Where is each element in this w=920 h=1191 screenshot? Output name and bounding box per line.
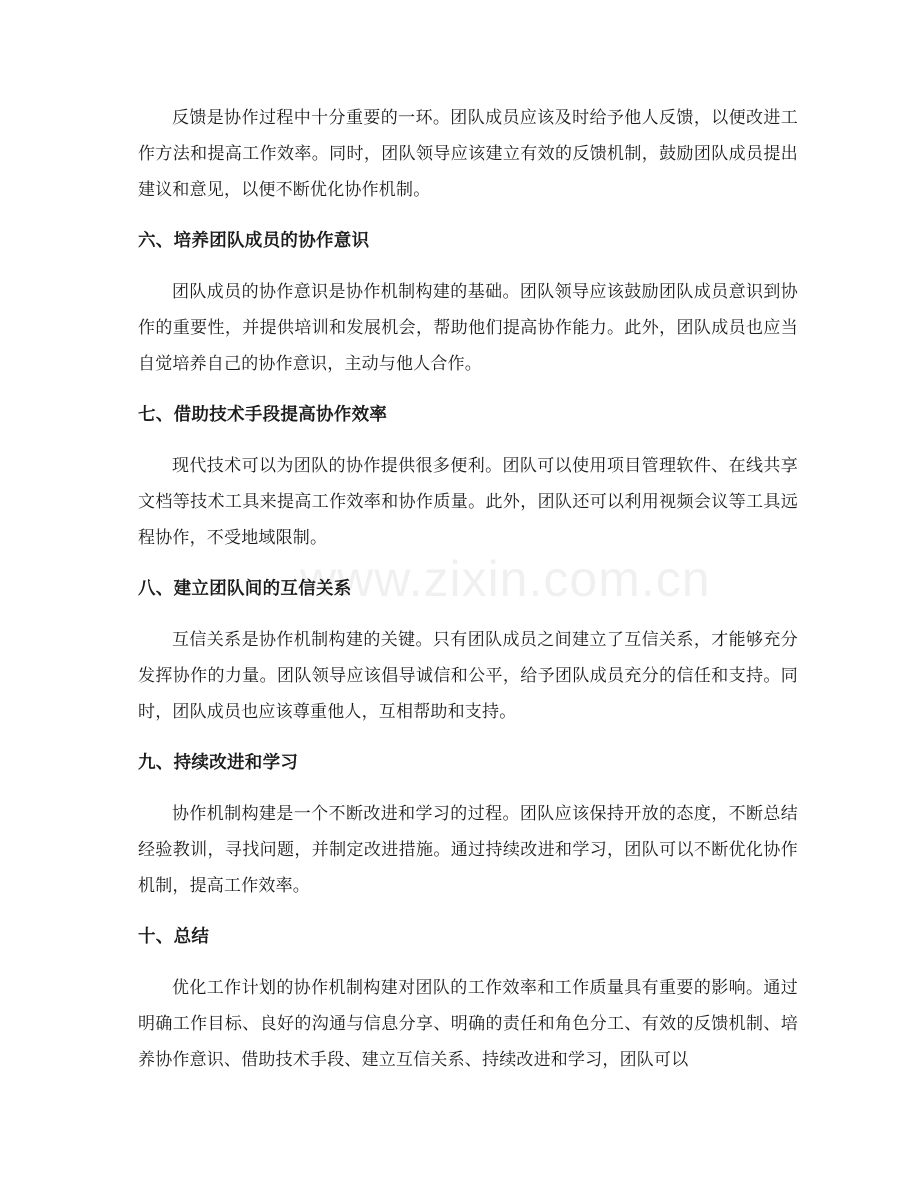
paragraph-collaboration-awareness: 团队成员的协作意识是协作机制构建的基础。团队领导应该鼓励团队成员意识到协作的重要性，并提供培训和发展机会，帮助他们提高协作能力。此外，团队成员也应当自觉培养自己的协作意识，主动与他人合作。: [138, 282, 798, 374]
heading-section-8: 八、建立团队间的互信关系: [138, 579, 352, 599]
heading-section-7: 七、借助技术手段提高协作效率: [138, 405, 388, 425]
heading-section-10: 十、总结: [138, 927, 210, 947]
paragraph-summary: 优化工作计划的协作机制构建对团队的工作效率和工作质量具有重要的影响。通过明确工作目标、良好的沟通与信息分享、明确的责任和角色分工、有效的反馈机制、培养协作意识、借助技术手段、建立互信关系、持续改进和学习，团队可以: [138, 978, 798, 1070]
paragraph-mutual-trust: 互信关系是协作机制构建的关键。只有团队成员之间建立了互信关系，才能够充分发挥协作的力量。团队领导应该倡导诚信和公平，给予团队成员充分的信任和支持。同时，团队成员也应该尊重他人，互相帮助和支持。: [138, 630, 798, 722]
heading-section-6: 六、培养团队成员的协作意识: [138, 231, 370, 251]
paragraph-continuous-improvement: 协作机制构建是一个不断改进和学习的过程。团队应该保持开放的态度，不断总结经验教训，寻找问题，并制定改进措施。通过持续改进和学习，团队可以不断优化协作机制，提高工作效率。: [138, 804, 798, 896]
watermark: www.zixin.com.cn: [300, 551, 711, 607]
heading-section-9: 九、持续改进和学习: [138, 753, 299, 773]
paragraph-technology: 现代技术可以为团队的协作提供很多便利。团队可以使用项目管理软件、在线共享文档等技术工具来提高工作效率和协作质量。此外，团队还可以利用视频会议等工具远程协作，不受地域限制。: [138, 456, 798, 548]
document-body: [138, 100, 798, 1078]
paragraph-feedback: 反馈是协作过程中十分重要的一环。团队成员应该及时给予他人反馈，以便改进工作方法和提高工作效率。同时，团队领导应该建立有效的反馈机制，鼓励团队成员提出建议和意见，以便不断优化协作机制。: [138, 108, 798, 200]
